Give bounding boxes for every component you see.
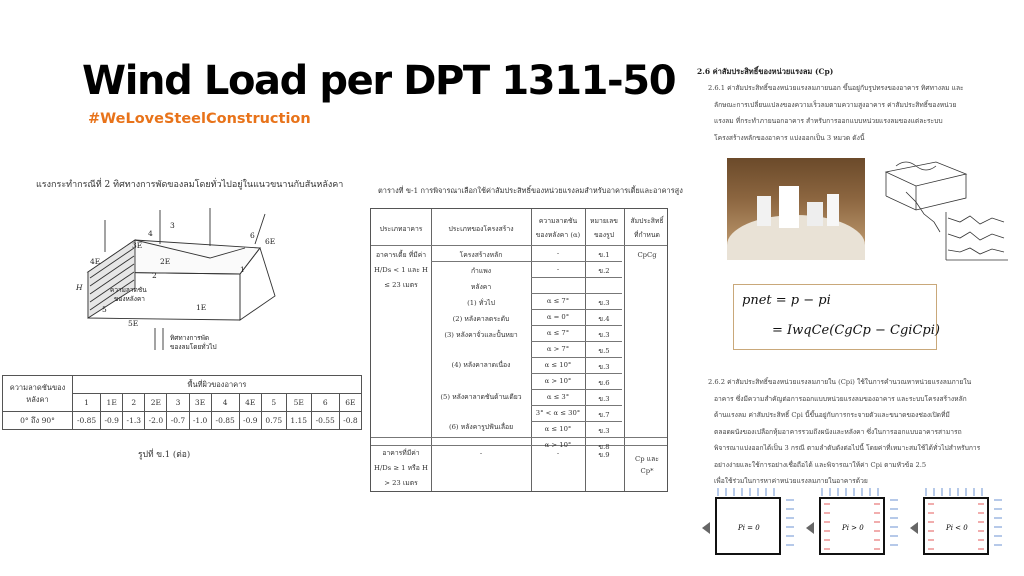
label-6: 6 xyxy=(250,231,255,240)
low-building-1: อาคารเตี้ย ที่มีค่า xyxy=(375,251,427,259)
head-slope: ความลาดชัน xyxy=(538,217,578,225)
slope-cell: - xyxy=(556,249,560,257)
coef-low: CpCg xyxy=(637,251,657,259)
para2-line: พิจารณาแบ่งออกได้เป็น 3 กรณี ตามลำดับดังต่อไปนี้ โดยค่าที่เหมาะสมใช้ได้ทั่วไปสำหรับการ xyxy=(714,444,981,452)
head-slope-2: ของหลังคา (α) xyxy=(535,231,581,239)
case-label: Pi = 0 xyxy=(738,524,760,532)
head-coef-2: ที่กำหนด xyxy=(634,231,660,239)
coef-value: -0.85 xyxy=(211,412,239,430)
coef-value: -0.9 xyxy=(239,412,261,430)
pressure-case-2 xyxy=(804,486,900,558)
coef-value: -1.0 xyxy=(189,412,211,430)
structure-multispan: (4) หลังคาลาดเนื่อง xyxy=(451,361,511,369)
surface-col-5: 5 xyxy=(261,394,286,412)
label-1E: 1E xyxy=(196,303,207,312)
label-4E: 4E xyxy=(90,257,101,266)
structure-monoslope: (5) หลังคาลาดชันด้านเดียว xyxy=(440,393,522,401)
label-wind-dir-2: ของลมโดยทั่วไป xyxy=(170,343,217,351)
fig-cell: ข.3 xyxy=(598,427,610,435)
label-H: H xyxy=(76,283,83,292)
formula-line-1: pnet = p − pi xyxy=(742,293,831,308)
slope-cell: α > 7° xyxy=(546,345,570,353)
label-3E: 3E xyxy=(132,241,143,250)
surface-col-2E: 2E xyxy=(145,394,167,412)
fig-cell: ข.3 xyxy=(598,331,610,339)
surface-col-6: 6 xyxy=(311,394,339,412)
surface-col-2: 2 xyxy=(123,394,145,412)
col-head-slope-2: หลังคา xyxy=(26,394,49,404)
coef-value: -0.7 xyxy=(167,412,189,430)
row-label: 0° ถึง 90° xyxy=(3,412,73,430)
head-building-type: ประเภทอาคาร xyxy=(379,225,423,233)
fig-cell: ข.3 xyxy=(598,363,610,371)
structure-main: โครงสร้างหลัก xyxy=(459,251,503,259)
surface-col-3E: 3E xyxy=(189,394,211,412)
pressure-case-1 xyxy=(700,486,796,558)
coef-high: Cp และ xyxy=(635,455,659,463)
label-zone2: ของหลังคา xyxy=(114,295,145,303)
case-label: Pi > 0 xyxy=(842,524,864,532)
structure-roof: หลังคา xyxy=(470,283,492,291)
coef-value: -0.55 xyxy=(311,412,339,430)
coef-value: -0.85 xyxy=(73,412,101,430)
head-fig-2: ของรูป xyxy=(593,231,615,239)
slope-cell: α ≤ 7° xyxy=(546,329,570,337)
high-building-1: อาคารที่มีค่า xyxy=(382,449,420,457)
label-2: 2 xyxy=(152,271,157,280)
fig-cell: ข.8 xyxy=(598,443,610,451)
para2-line: ด้านแรงลม ค่าสัมประสิทธิ์ Cpi นี้ขึ้นอยู่กับการกระจายตัวและขนาดของช่องเปิดที่มี xyxy=(714,411,950,419)
head-coef: สัมประสิทธิ์ xyxy=(630,217,664,225)
surface-col-6E: 6E xyxy=(339,394,361,412)
head-fig: หมายเลข xyxy=(590,217,618,225)
col-head-surfaces: พื้นที่ผิวของอาคาร xyxy=(73,376,362,394)
label-1: 1 xyxy=(240,265,245,274)
surface-col-5E: 5E xyxy=(286,394,311,412)
fig-cell: ข.2 xyxy=(598,267,610,275)
section-heading: 2.6 ค่าสัมประสิทธิ์ของหน่วยแรงลม (Cp) xyxy=(697,67,834,76)
coef-high-2: Cp* xyxy=(640,467,654,475)
slope-cell: α ≤ 10° xyxy=(544,361,572,369)
structure-general: (1) ทั่วไป xyxy=(467,299,495,307)
structure-sawtooth: (6) หลังคารูปฟันเลื่อย xyxy=(448,423,514,431)
para2-line: ตลอดผนังของเปลือกหุ้มอาคารรวมถึงผนังและหลังคา ซึ่งในการออกแบบอาคารสามารถ xyxy=(714,427,962,436)
para2-line: 2.6.2 ค่าสัมประสิทธิ์ของหน่วยแรงลมภายใน (Cpi) ใช้ในการคำนวณหาหน่วยแรงลมภายใน xyxy=(708,378,972,386)
slope-cell: - xyxy=(556,449,560,457)
slope-cell: 3° < α ≤ 30° xyxy=(535,409,581,417)
surface-col-4E: 4E xyxy=(239,394,261,412)
label-6E: 6E xyxy=(265,237,276,246)
slope-cell: - xyxy=(556,265,560,273)
fig-cell: ข.5 xyxy=(598,347,610,355)
surface-col-4: 4 xyxy=(211,394,239,412)
building-wind-diagram xyxy=(60,200,290,360)
formula-line-2: = IwqCe(CgCp − CgiCpi) xyxy=(772,323,940,338)
para2-line: อาคาร ซึ่งมีความสำคัญต่อการออกแบบหน่วยแรงลมของอาคาร และระบบโครงสร้างหลัก xyxy=(714,394,967,403)
para2-line: เพื่อใช้ร่วมในการหาค่าหน่วยแรงลมภายในอาคารด้วย xyxy=(714,477,868,485)
slope-cell: α > 10° xyxy=(544,441,572,449)
coef-value: -0.8 xyxy=(339,412,361,430)
fig-cell: ข.6 xyxy=(598,379,610,387)
surface-col-1E: 1E xyxy=(101,394,123,412)
slope-cell: α = 0° xyxy=(546,313,570,321)
case-label: Pi < 0 xyxy=(946,524,968,532)
label-5E: 5E xyxy=(128,319,139,328)
col-head-slope: ความลาดชันของ xyxy=(9,382,66,392)
net-pressure-formula xyxy=(733,284,940,350)
wind-tunnel-photo xyxy=(727,158,865,260)
label-wind-dir: ทิศทางการพัด xyxy=(170,334,210,342)
label-3: 3 xyxy=(170,221,175,230)
label-4: 4 xyxy=(148,229,153,238)
coef-value: 0.75 xyxy=(261,412,286,430)
fig-cell: ข.4 xyxy=(598,315,610,323)
hashtag: #WeLoveSteelConstruction xyxy=(88,111,311,127)
internal-pressure-cases xyxy=(700,486,1000,558)
surface-col-3: 3 xyxy=(167,394,189,412)
coef-value: 1.15 xyxy=(286,412,311,430)
label-2E: 2E xyxy=(160,257,171,266)
low-building-2: H/Ds < 1 และ H xyxy=(374,266,428,274)
fig-cell: ข.3 xyxy=(598,299,610,307)
fig-cell: ข.3 xyxy=(598,395,610,403)
slope-cell: α ≤ 7° xyxy=(546,297,570,305)
low-building-3: ≤ 23 เมตร xyxy=(384,281,418,289)
coefficient-selection-table xyxy=(370,208,668,492)
para2-line: อย่างง่ายและใช้การอย่างเชื่อถือได้ และพิจารณาให้ค่า Cpi ตามหัวข้อ 2.5 xyxy=(714,460,927,469)
high-building-3: > 23 เมตร xyxy=(384,479,418,487)
fig-cell: ข.1 xyxy=(598,251,610,259)
pressure-case-3 xyxy=(908,486,1004,558)
para1-line: โครงสร้างหลักของอาคาร แบ่งออกเป็น 3 หมวด ดังนี้ xyxy=(714,133,865,142)
head-structure-type: ประเภทของโครงสร้าง xyxy=(448,225,514,233)
para1-line: 2.6.1 ค่าสัมประสิทธิ์ของหน่วยแรงลมภายนอก ขึ้นอยู่กับรูปทรงของอาคาร ทิศทางลม และ xyxy=(708,84,964,92)
slope-cell: α ≤ 10° xyxy=(544,425,572,433)
coef-value: -0.9 xyxy=(101,412,123,430)
label-5: 5 xyxy=(102,305,107,314)
coef-value: -2.0 xyxy=(145,412,167,430)
high-structure-dash: - xyxy=(479,449,483,457)
table-caption: ตารางที่ ข-1 การพิจารณาเลือกใช้ค่าสัมประสิทธิ์ของหน่วยแรงลมสำหรับอาคารเตี้ยและอาคารสูง xyxy=(378,186,683,195)
coef-value: -1.3 xyxy=(123,412,145,430)
boundary-layer-diagram xyxy=(876,152,1014,264)
high-building-2: H/Ds ≥ 1 หรือ H xyxy=(374,464,428,472)
pressure-coefficient-table xyxy=(2,375,362,430)
slope-cell: α ≤ 3° xyxy=(546,393,570,401)
structure-stepped: (2) หลังคาลดระดับ xyxy=(452,315,510,323)
structure-gable: (3) หลังคาจั่วและปั้นหยา xyxy=(444,331,518,339)
figure-caption: รูปที่ ข.1 (ต่อ) xyxy=(138,450,191,460)
slope-cell: α > 10° xyxy=(544,377,572,385)
fig-cell: ข.9 xyxy=(598,451,610,459)
fig-cell: ข.7 xyxy=(598,411,610,419)
page-title: Wind Load per DPT 1311-50 xyxy=(82,58,676,104)
para1-line: แรงลม ที่กระทำภายนอกอาคาร สำหรับการออกแบบหน่วยแรงลมของแต่ละระบบ xyxy=(714,117,943,125)
structure-wall: กำแพง xyxy=(470,267,492,275)
figure-caption-top: แรงกระทำกรณีที่ 2 ทิศทางการพัดของลมโดยทั่วไปอยู่ในแนวขนานกับสันหลังคา xyxy=(36,180,344,190)
surface-col-1: 1 xyxy=(73,394,101,412)
para1-line: ลักษณะการเปลี่ยนแปลงของความเร็วลมตามความสูงอาคาร ค่าสัมประสิทธิ์ของหน่วย xyxy=(714,100,957,109)
label-zone: ความลาดชัน xyxy=(110,286,147,294)
